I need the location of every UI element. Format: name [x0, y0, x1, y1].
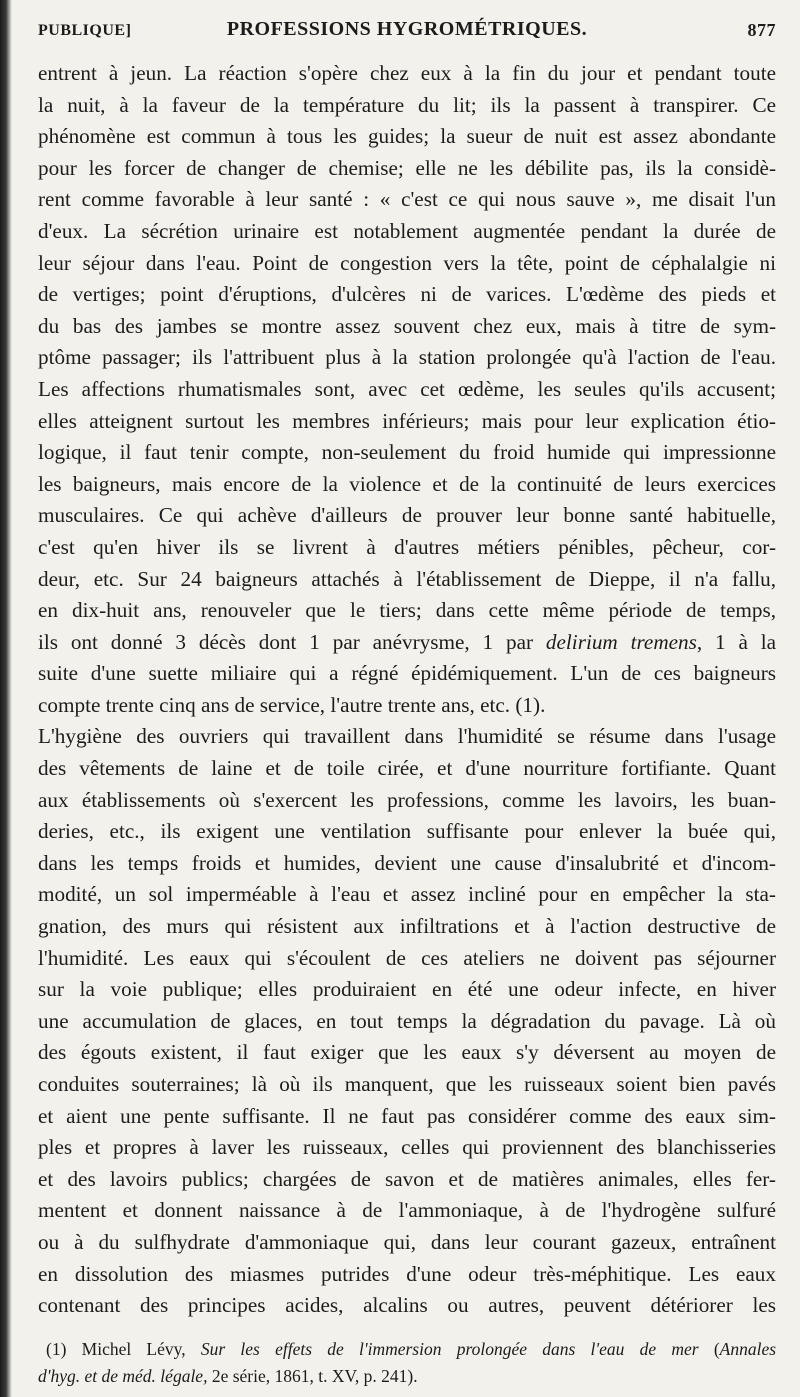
footnote-details: 2e série, 1861, t. XV, p. 241). — [211, 1366, 418, 1386]
text-line: modité, un sol imperméable à l'eau et assez incliné pour en empêcher la sta- — [38, 882, 776, 907]
text-line: l'humidité. Les eaux qui s'écoulent de ces ateliers ne doivent pas séjourner — [38, 945, 776, 970]
text-segment: ils ont donné 3 décès dont 1 par anévrysme, 1 par — [38, 629, 534, 654]
text-line: Les affections rhumatismales sont, avec cet œdème, les seules qu'ils accusent; — [38, 376, 776, 401]
text-line: ptôme passager; ils l'attribuent plus à la station prolongée qu'à l'action de l'eau. — [38, 345, 776, 370]
text-line: ples et propres à laver les ruisseaux, celles qui proviennent des blanchisseries — [38, 1135, 776, 1160]
text-line: et aient une pente suffisante. Il ne faut pas considérer comme des eaux sim- — [38, 1103, 776, 1128]
footnote-journal-cont: d'hyg. et de méd. légale, — [38, 1366, 208, 1386]
text-line: en dix-huit ans, renouveler que le tiers; dans cette même période de temps, — [38, 598, 776, 623]
text-line: contenant des principes acides, alcalins ou autres, peuvent détériorer les — [38, 1293, 776, 1318]
text-line: dans les temps froids et humides, devient une cause d'insalubrité et d'incom- — [38, 850, 776, 875]
footnote-journal: Annales — [719, 1339, 777, 1359]
page-title: PROFESSIONS HYGROMÉTRIQUES. — [226, 18, 588, 40]
text-line-with-italic — [38, 627, 776, 659]
text-line: logique, il faut tenir compte, non-seulement du froid humide qui impressionne — [38, 440, 776, 465]
footnote — [38, 1336, 776, 1390]
header-section: PUBLIQUE] — [38, 22, 132, 39]
text-line: ou à du sulfhydrate d'ammoniaque qui, dans leur courant gazeux, entraînent — [38, 1229, 776, 1254]
text-line: compte trente cinq ans de service, l'autre trente ans, etc. (1). — [38, 692, 546, 717]
text-line: et des lavoirs publics; chargées de savon et de matières animales, elles fer- — [38, 1166, 776, 1191]
body-text — [38, 58, 776, 1322]
italic-term: delirium tremens — [545, 629, 697, 654]
text-line: en dissolution des miasmes putrides d'une odeur très-méphitique. Les eaux — [38, 1261, 776, 1286]
text-line: mentent et donnent naissance à de l'ammoniaque, à de l'hydrogène sulfuré — [38, 1198, 776, 1223]
text-line: entrent à jeun. La réaction s'opère chez eux à la fin du jour et pendant toute — [38, 61, 776, 85]
text-segment: , 1 à la — [696, 629, 776, 654]
text-line: d'eux. La sécrétion urinaire est notablement augmentée pendant la durée de — [38, 218, 776, 243]
text-line: de vertiges; point d'éruptions, d'ulcères ni de varices. L'œdème des pieds et — [38, 282, 776, 307]
text-line: deur, etc. Sur 24 baigneurs attachés à l'établissement de Dieppe, il n'a fallu, — [38, 566, 776, 591]
text-line: les baigneurs, mais encore de la violence et de la continuité de leurs exercices — [38, 471, 776, 496]
text-line: musculaires. Ce qui achève d'ailleurs de prouver leur bonne santé habituelle, — [38, 503, 776, 528]
text-line: une accumulation de glaces, en tout temps la dégradation du pavage. Là où — [38, 1008, 776, 1033]
footnote-marker: (1) — [46, 1339, 67, 1359]
text-line: aux établissements où s'exercent les professions, comme les lavoirs, les buan- — [38, 787, 776, 812]
text-line: des vêtements de laine et de toile cirée, et d'une nourriture fortifiante. Quant — [38, 756, 776, 781]
footnote-line — [38, 1336, 776, 1363]
text-line: la nuit, à la faveur de la température du lit; ils la passent à transpirer. Ce — [38, 92, 776, 117]
text-line: sur la voie publique; elles produiraient en été une odeur infecte, en hiver — [38, 977, 776, 1002]
footnote-author: Michel Lévy, — [81, 1339, 186, 1359]
text-line: pour les forcer de changer de chemise; elle ne les débilite pas, ils la considè- — [38, 155, 776, 180]
footnote-title: Sur les effets de l'immersion prolongée dans l'eau de mer — [200, 1339, 699, 1359]
footnote-paren: ( — [713, 1339, 720, 1359]
text-line: des égouts existent, il faut exiger que les eaux s'y déversent au moyen de — [38, 1040, 776, 1065]
page-number: 877 — [747, 20, 776, 40]
text-line: c'est qu'en hiver ils se livrent à d'autres métiers pénibles, pêcheur, cor- — [38, 534, 776, 559]
text-line: suite d'une suette miliaire qui a régné épidémiquement. L'un de ces baigneurs — [38, 661, 776, 686]
text-line: phénomène est commun à tous les guides; la sueur de nuit est assez abondante — [38, 124, 776, 149]
text-line: rent comme favorable à leur santé : « c'est ce qui nous sauve », me disait l'un — [38, 187, 776, 212]
running-header — [38, 18, 776, 48]
footnote-line — [38, 1363, 776, 1390]
text-line: deries, etc., ils exigent une ventilation suffisante pour enlever la buée qui, — [38, 819, 776, 844]
text-line: elles atteignent surtout les membres inférieurs; mais pour leur explication étio- — [38, 408, 776, 433]
text-line: conduites souterraines; là où ils manquent, que les ruisseaux soient bien pavés — [38, 1072, 776, 1096]
text-line: du bas des jambes se montre assez souvent chez eux, mais à titre de sym- — [38, 313, 776, 338]
book-spine-shadow — [0, 0, 12, 1397]
text-line: L'hygiène des ouvriers qui travaillent dans l'humidité se résume dans l'usage — [38, 724, 776, 749]
text-line: gnation, des murs qui résistent aux infiltrations et à l'action destructive de — [38, 914, 776, 939]
text-line: leur séjour dans l'eau. Point de congestion vers la tête, point de céphalalgie ni — [38, 250, 776, 275]
